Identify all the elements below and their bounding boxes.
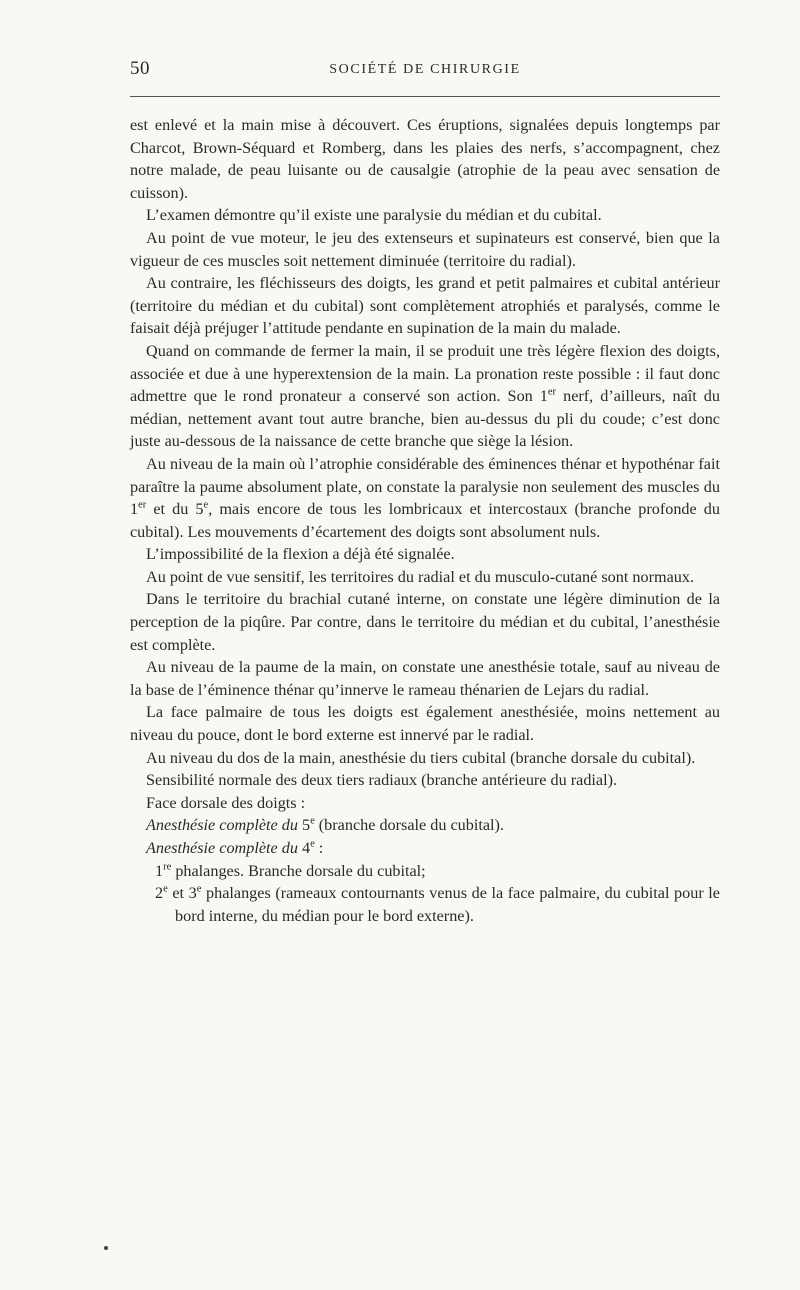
text-run: Sensibilité normale des deux tiers radiaux (branche antérieure du radial). (146, 771, 618, 790)
text-run: 5 (301, 816, 311, 835)
header-rule (130, 96, 720, 97)
text-run: nerf, d’ailleurs, naît du médian, nettement avant tout autre branche, bien au-dessus du pli du coude; c’est donc juste au-dessous de la naissance de cette branche que siège la lésion. (130, 387, 720, 451)
superscript: e (310, 838, 315, 850)
text-run: 2 (155, 884, 164, 903)
text-run: est enlevé et la main mise à découvert. Ces éruptions, signalées depuis longtemps par Charcot, Brown-Séquard et Romberg, dans les plaies des nerfs, s’accompagnent, chez notre malade, de peau luisante ou de causalgie (atrophie de la peau avec sensation de cuisson). (130, 116, 720, 202)
superscript: re (163, 861, 172, 873)
superscript: e (196, 883, 202, 895)
paragraph (130, 701, 720, 746)
paragraph (130, 272, 720, 340)
paragraph (130, 769, 720, 792)
superscript: er (138, 499, 147, 511)
text-run: Au point de vue moteur, le jeu des extenseurs et supinateurs est conservé, bien que la vigueur de ces muscles soit nettement diminuée (territoire du radial). (130, 228, 720, 270)
paragraph (130, 792, 720, 815)
paragraph (130, 340, 720, 453)
text-run: 1 (155, 861, 164, 880)
paragraph (130, 543, 720, 566)
text-run: Au niveau de la paume de la main, on constate une anesthésie totale, sauf au niveau de la base de l’éminence thénar qu’innerve le rameau thénarien de Lejars du radial. (130, 658, 720, 699)
paragraph (130, 656, 720, 701)
text-run: Au point de vue sensitif, les territoires du radial et du musculo-cutané sont normaux. (146, 567, 694, 586)
text-run: La face palmaire de tous les doigts est également anesthésiée, moins nettement au niveau du pouce, dont le bord externe est innervé par le radial. (130, 703, 720, 745)
text-run: L’examen démontre qu’il existe une paralysie du médian et du cubital. (146, 206, 602, 225)
paragraph (130, 227, 720, 272)
italic-text: Anesthésie complète du (146, 839, 302, 857)
paragraph (130, 204, 720, 227)
text-run: , mais encore de tous les lombricaux et intercostaux (branche profonde du cubital). Les mouvements d’écartement des doigts sont absolument nuls. (130, 500, 720, 541)
text-run: Au niveau du dos de la main, anesthésie du tiers cubital (branche dorsale du cubital). (146, 748, 696, 767)
paragraph (130, 860, 720, 883)
text-run: Au contraire, les fléchisseurs des doigts, les grand et petit palmaires et cubital antérieur (territoire du médian et du cubital) sont complètement atrophiés et paralysés, comme le faisait déjà préjuger l’attitude pendante en supination de la main du malade. (130, 274, 720, 338)
page-header (130, 58, 720, 88)
superscript: er (547, 386, 557, 398)
text-run: Quand on commande de fermer la main, il se produit une très légère flexion des doigts, associée et due à une hyperextension de la main. La pronation reste possible : il faut donc admettre que le rond pronateur a conservé son action. Son 1 (130, 341, 720, 406)
text-run: et du 5 (146, 500, 204, 519)
superscript: e (310, 816, 315, 828)
paragraph (130, 453, 720, 543)
text-run: Dans le territoire du brachial cutané interne, on constate une légère diminution de la perception de la piqûre. Par contre, dans le territoire du médian et du cubital, l’anesthésie est complète. (130, 590, 720, 654)
page-number: 50 (130, 58, 150, 79)
text-run: et 3 (167, 884, 197, 903)
text-run: Au niveau de la main où l’atrophie considérable des éminences thénar et hypothénar fait paraître la paume absolument plate, on constate la paralysie non seulement des muscles du 1 (130, 454, 720, 519)
text-run: (branche dorsale du cubital). (314, 816, 504, 835)
paragraph (130, 882, 720, 927)
paragraph (130, 837, 720, 860)
paragraph (130, 588, 720, 656)
paragraph (130, 114, 720, 204)
text-run: L’impossibilité de la flexion a déjà été signalée. (146, 545, 455, 564)
superscript: e (203, 499, 209, 511)
paragraph (130, 814, 720, 837)
text-run: Face dorsale des doigts : (146, 793, 306, 812)
text-run: phalanges. Branche dorsale du cubital; (171, 861, 426, 880)
body-text (130, 114, 720, 927)
paragraph (130, 747, 720, 770)
italic-text: Anesthésie complète du (146, 816, 302, 835)
superscript: e (163, 883, 168, 895)
paragraph (130, 566, 720, 589)
running-title: SOCIÉTÉ DE CHIRURGIE (329, 62, 521, 77)
ink-dot (104, 1246, 108, 1250)
text-run: phalanges (rameaux contournants venus de la face palmaire, du cubital pour le bord interne, du médian pour le bord externe). (175, 884, 720, 925)
text-run: : (314, 839, 324, 857)
text-run: 4 (301, 839, 311, 857)
